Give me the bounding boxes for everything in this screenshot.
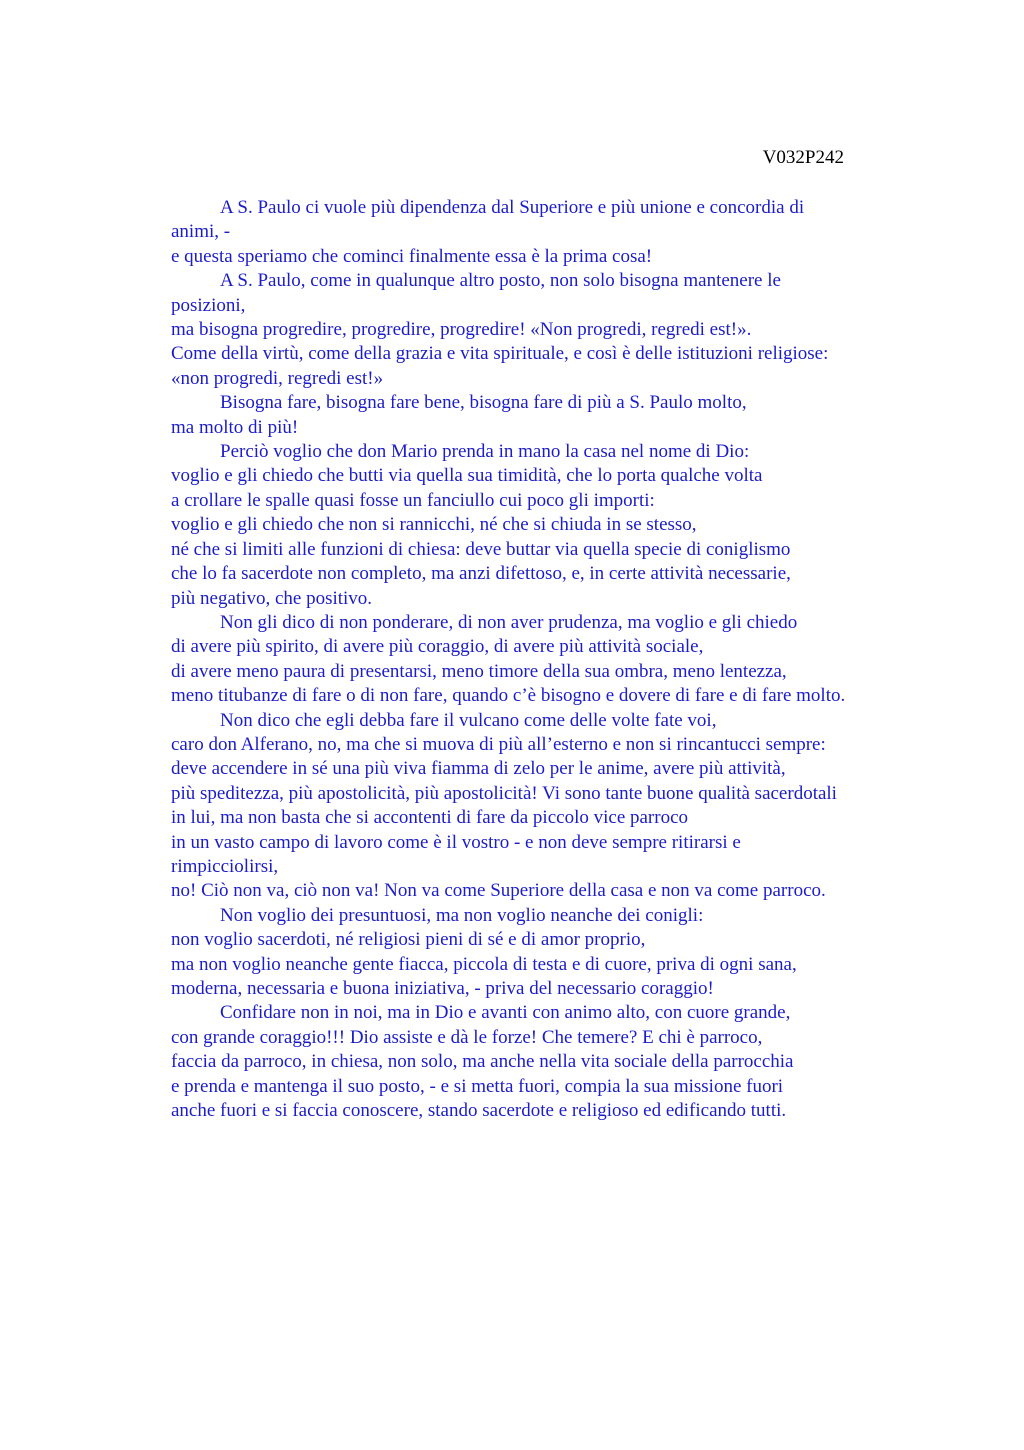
text-line: ma non voglio neanche gente fiacca, piccola di testa e di cuore, priva di ogni sana, — [171, 953, 797, 975]
text-line: con grande coraggio!!! Dio assiste e dà le forze! Che temere? E chi è parroco, — [171, 1026, 763, 1048]
text-line: Non gli dico di non ponderare, di non aver prudenza, ma voglio e gli chiedo — [220, 611, 798, 633]
text-line: Bisogna fare, bisogna fare bene, bisogna fare di più a S. Paulo molto, — [220, 392, 747, 414]
text-line: e prenda e mantenga il suo posto, - e si metta fuori, compia la sua missione fuori — [171, 1075, 784, 1097]
text-line: A S. Paulo ci vuole più dipendenza dal Superiore e più unione e concordia di — [220, 197, 805, 218]
text-line: Confidare non in noi, ma in Dio e avanti con animo alto, con cuore grande, — [220, 1002, 791, 1024]
text-line: in un vasto campo di lavoro come è il vostro - e non deve sempre ritirarsi e — [171, 831, 741, 853]
text-line: ma molto di più! — [171, 416, 299, 438]
text-line: ma bisogna progredire, progredire, progredire! «Non progredi, regredi est!». — [171, 319, 752, 341]
text-line: A S. Paulo, come in qualunque altro posto, non solo bisogna mantenere le — [220, 270, 781, 292]
text-line: a crollare le spalle quasi fosse un fanciullo cui poco gli importi: — [171, 489, 655, 511]
letter-body — [171, 196, 931, 1123]
text-line: voglio e gli chiedo che non si rannicchi, né che si chiuda in se stesso, — [171, 514, 697, 536]
text-line: moderna, necessaria e buona iniziativa, - priva del necessario coraggio! — [171, 978, 714, 999]
text-line: posizioni, — [171, 294, 246, 316]
text-line: Non voglio dei presuntuosi, ma non voglio neanche dei conigli: — [220, 904, 704, 926]
text-line: caro don Alferano, no, ma che si muova di più all’esterno e non si rincantucci sempre: — [171, 733, 826, 755]
text-line: che lo fa sacerdote non completo, ma anzi difettoso, e, in certe attività necessarie, — [171, 563, 791, 585]
text-line: di avere meno paura di presentarsi, meno timore della sua ombra, meno lentezza, — [171, 660, 787, 682]
text-line: animi, - — [171, 221, 231, 243]
text-line: «non progredi, regredi est!» — [171, 367, 384, 389]
text-line: anche fuori e si faccia conoscere, stando sacerdote e religioso ed edificando tutti. — [171, 1100, 787, 1122]
text-line: Non dico che egli debba fare il vulcano come delle volte fate voi, — [220, 709, 717, 731]
text-line: e questa speriamo che cominci finalmente essa è la prima cosa! — [171, 245, 653, 267]
text-line: Perciò voglio che don Mario prenda in mano la casa nel nome di Dio: — [220, 441, 750, 463]
text-line: non voglio sacerdoti, né religiosi pieni di sé e di amor proprio, — [171, 929, 646, 951]
text-line: più negativo, che positivo. — [171, 587, 373, 609]
text-line: di avere più spirito, di avere più coraggio, di avere più attività sociale, — [171, 636, 704, 658]
text-line: né che si limiti alle funzioni di chiesa: deve buttar via quella specie di coniglismo — [171, 538, 791, 560]
text-line: meno titubanze di fare o di non fare, quando c’è bisogno e dovere di fare e di fare molto. — [171, 685, 846, 707]
text-line: no! Ciò non va, ciò non va! Non va come Superiore della casa e non va come parroco. — [171, 880, 826, 902]
text-line: Come della virtù, come della grazia e vita spirituale, e così è delle istituzioni religiose: — [171, 343, 829, 365]
text-line: voglio e gli chiedo che butti via quella sua timidità, che lo porta qualche volta — [171, 465, 763, 487]
page-code: V032P242 — [762, 147, 844, 168]
text-line: faccia da parroco, in chiesa, non solo, ma anche nella vita sociale della parrocchia — [171, 1051, 794, 1073]
text-line: più speditezza, più apostolicità, più apostolicità! Vi sono tante buone qualità sacerdotali — [171, 782, 837, 804]
text-line: deve accendere in sé una più viva fiamma di zelo per le anime, avere più attività, — [171, 758, 786, 780]
text-line: rimpicciolirsi, — [171, 855, 279, 877]
text-line: in lui, ma non basta che si accontenti di fare da piccolo vice parroco — [171, 807, 689, 829]
